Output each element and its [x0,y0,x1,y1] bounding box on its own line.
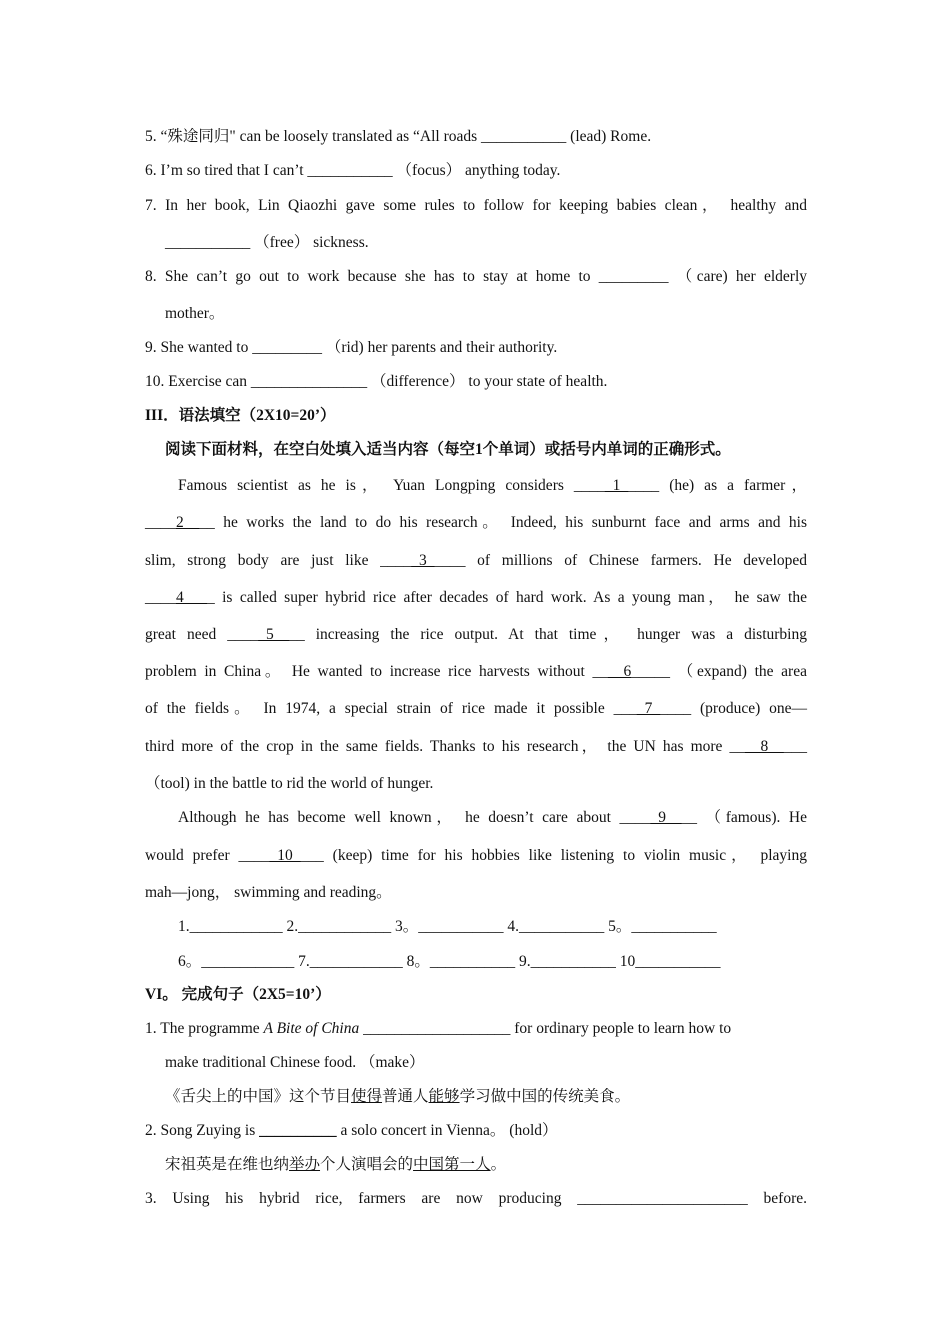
passage-text: __ he works the land to do his research。 Indeed, his sunburnt face and arms and his [199,514,807,531]
blank-number-8: __8__ [745,738,784,755]
passage-text: __ （famous). He [681,809,807,826]
passage-line-2 [145,513,807,533]
passage-text: _ is called super hybrid rice after decades of hard work. As a young man， he saw the [207,589,807,606]
chinese-text: 学习做中国的传统美食。 [459,1088,631,1105]
passage-line-11 [145,846,807,866]
blank-number-7: _7_ [636,700,661,717]
sentence-1-chinese [165,1087,807,1107]
passage-text: ____ [145,589,176,606]
chinese-underlined: 能够 [428,1088,460,1105]
chinese-text: 普通人 [382,1088,429,1105]
chinese-text: 。 [490,1156,507,1173]
chinese-underlined: 使得 [351,1088,383,1105]
passage-text: __ increasing the rice output. At that time， hunger was a disturbing [289,626,807,643]
question-10: 10. Exercise can _______________ （difference） to your state of health. [145,373,608,390]
section-3-heading: III．语法填空（2X10=20’） [145,407,336,424]
passage-line-9: （tool) in the battle to rid the world of hunger. [145,775,434,792]
blank-number-2: 2__ [176,514,200,531]
passage-text: ___ (keep) time for his hobbies like listening to violin music， playing [300,847,807,864]
sentence-3: 3. Using his hybrid rice, farmers are now producing ______________________ before. [145,1190,807,1207]
sentence-text: 2. Song Zuying is [145,1122,260,1139]
blank-number-6: __6 [608,663,632,680]
passage-text: slim, strong body are just like ____ [145,552,412,569]
passage-line-4 [145,588,807,608]
passage-line-3 [145,551,807,571]
answer-blanks-row-1: 1.____________ 2.____________ 3。___________ 4.___________ 5。___________ [178,918,717,935]
passage-line-7 [145,699,807,719]
passage-text: problem in China。 He wanted to increase rice harvests without __ [145,663,609,680]
sentence-2-blank: __________ [259,1122,337,1139]
question-6: 6. I’m so tired that I can’t ___________ （focus） anything today. [145,162,561,179]
chinese-underlined: 中国第一人 [413,1156,491,1173]
question-8-line-1: 8. She can’t go out to work because she has to stay at home to _________ （care) her elderly [145,268,807,285]
blank-number-10: _10_ [269,847,301,864]
sentence-text: 1. The programme [145,1020,264,1037]
passage-line-1 [178,476,807,496]
chinese-text: 宋祖英是在维也纳 [165,1156,290,1173]
answer-blanks-row-2: 6。____________ 7.____________ 8。___________ 9.___________ 10___________ [178,953,721,970]
blank-number-5: _5__ [258,626,290,643]
passage-line-12: mah—jong， swimming and reading。 [145,884,392,901]
passage-line-10 [178,808,807,828]
passage-text: of the fields。 In 1974, a special strain of rice made it possible ___ [145,700,637,717]
blank-number-3: _3_ [411,552,435,569]
passage-text: Famous scientist as he is， Yuan Longping considers ____ [178,477,605,494]
passage-text: ____ [145,514,176,531]
section-3-instruction: 阅读下面材料，在空白处填入适当内容（每空1个单词）或括号内单词的正确形式。 [165,441,731,458]
passage-text: ____ of millions of Chinese farmers. He developed [434,552,807,569]
chinese-underlined: 举办 [289,1156,321,1173]
passage-text: would prefer ____ [145,847,270,864]
sentence-1-line-2: make traditional Chinese food. （make） [165,1054,425,1071]
passage-line-5 [145,625,807,645]
blank-number-9: _9__ [650,809,682,826]
question-9: 9. She wanted to _________ （rid) her parents and their authority. [145,339,558,356]
passage-text: ____ (produce) one— [660,700,808,717]
passage-text: third more of the crop in the same fields. Thanks to his research， the UN has more __ [145,738,745,755]
blank-number-4: 4___ [176,589,207,606]
sentence-1-line-1 [145,1019,807,1039]
passage-text: ____ (he) as a farmer， [628,477,807,494]
question-7-line-2: ___________ （free） sickness. [165,234,369,251]
sentence-text: ___________________ for ordinary people to learn how to [359,1020,732,1037]
question-8-line-2: mother。 [165,305,225,322]
passage-text: ___ [783,738,807,755]
passage-line-8 [145,737,807,757]
chinese-text: 个人演唱会的 [320,1156,414,1173]
sentence-2 [145,1121,807,1141]
passage-text: great need ____ [145,626,259,643]
question-5: 5. “殊途同归" can be loosely translated as “All roads ___________ (lead) Rome. [145,128,652,145]
sentence-text: a solo concert in Vienna。 (hold） [336,1122,558,1139]
passage-text: _____ （expand) the area [631,663,807,680]
chinese-text: 《舌尖上的中国》这个节目 [165,1088,352,1105]
passage-line-6 [145,662,807,682]
question-7-line-1: 7. In her book, Lin Qiaozhi gave some rules to follow for keeping babies clean， healthy and [145,197,807,214]
sentence-2-chinese [165,1155,807,1175]
passage-text: Although he has become well known， he doesn’t care about ____ [178,809,651,826]
programme-title: A Bite of China [263,1020,360,1037]
section-6-heading: VI。 完成句子（2X5=10’） [145,986,331,1003]
blank-number-1: _1_ [604,477,629,494]
